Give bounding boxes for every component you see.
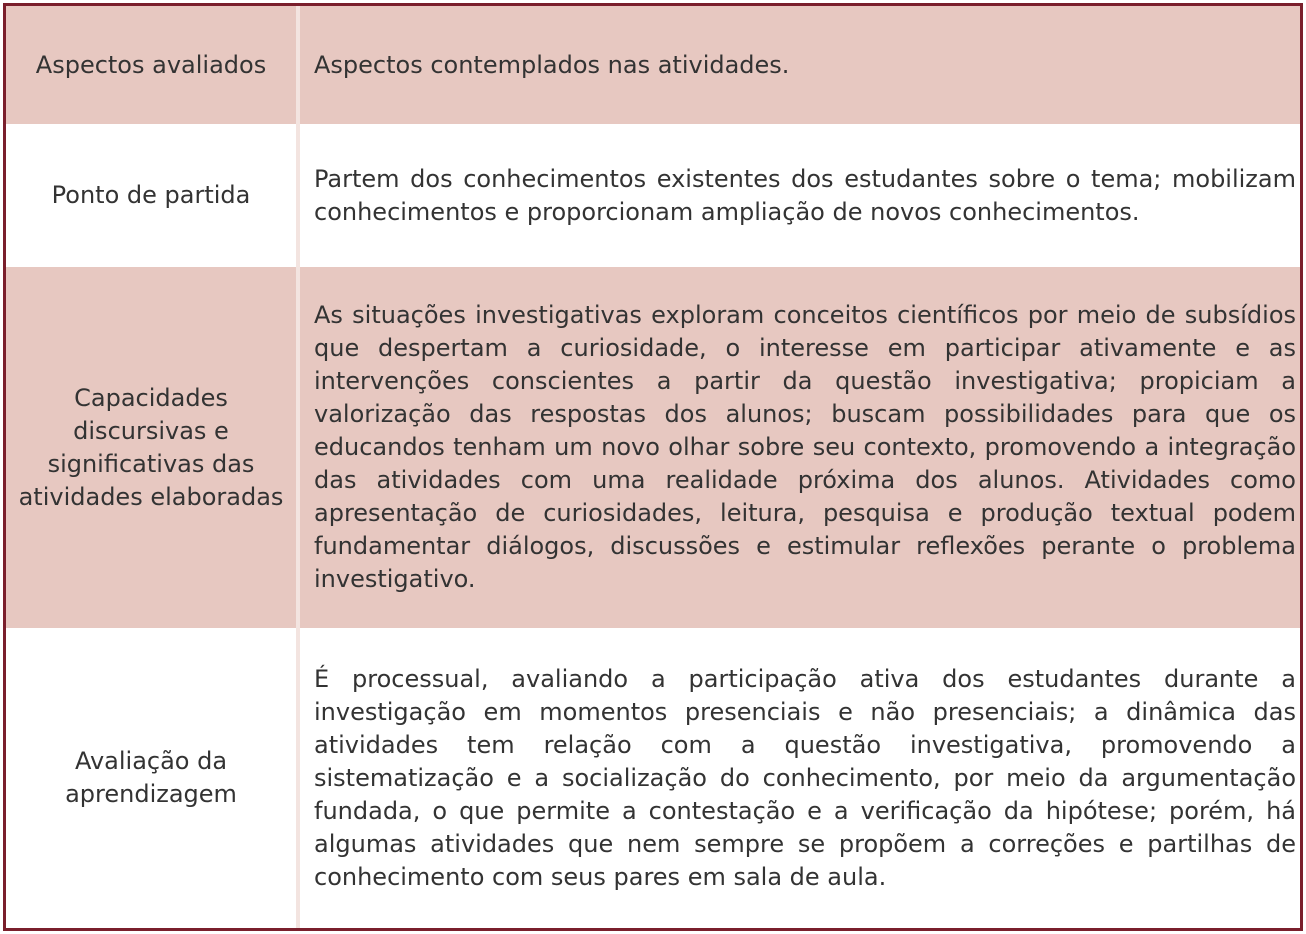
header-right-text: Aspectos contemplados nas atividades. — [314, 50, 790, 79]
row-description-cell — [300, 267, 1300, 628]
row-description: As situações investigativas exploram conceitos científicos por meio de subsídios que despertam a curiosidade, o interesse em participar ativamente e as intervenções conscientes a partir da questão investigativa; propiciam a valorização das respostas dos alunos; buscam possibilidades para que os educandos tenham um novo olhar sobre seu contexto, promovendo a integração das atividades com uma realidade próxima dos alunos. Atividades como apresentação de curiosidades, leitura, pesquisa e produção textual podem fundamentar diálogos, discussões e estimular reflexões perante o problema investigativo. — [314, 301, 1296, 593]
row-label: Ponto de partida — [51, 181, 251, 209]
header-cell-aspects-contemplated — [300, 6, 1300, 124]
row-description-cell — [300, 628, 1300, 928]
table-row — [6, 628, 1300, 928]
row-label: Capacidades discursivas e significativas das atividades elaboradas — [18, 383, 284, 511]
table-header-row — [6, 6, 1300, 124]
header-left-text: Aspectos avaliados — [35, 50, 267, 79]
header-cell-aspects-evaluated — [6, 6, 300, 124]
table-row — [6, 124, 1300, 267]
row-label-cell — [6, 628, 300, 928]
row-description-cell — [300, 124, 1300, 267]
evaluation-table — [3, 3, 1303, 931]
row-description: É processual, avaliando a participação ativa dos estudantes durante a investigação em momentos presenciais e não presenciais; a dinâmica das atividades tem relação com a questão investigativa, promovendo a sistematização e a socialização do conhecimento, por meio da argumentação fundada, o que permite a contestação e a verificação da hipótese; porém, há algumas atividades que nem sempre se propõem a correções e partilhas de conhecimento com seus pares em sala de aula. — [314, 664, 1296, 891]
row-description: Partem dos conhecimentos existentes dos estudantes sobre o tema; mobilizam conhecimentos e proporcionam ampliação de novos conhecimentos. — [314, 164, 1296, 226]
table-row — [6, 267, 1300, 628]
row-label-cell — [6, 267, 300, 628]
row-label: Avaliação da aprendizagem — [65, 747, 237, 808]
row-label-cell — [6, 124, 300, 267]
